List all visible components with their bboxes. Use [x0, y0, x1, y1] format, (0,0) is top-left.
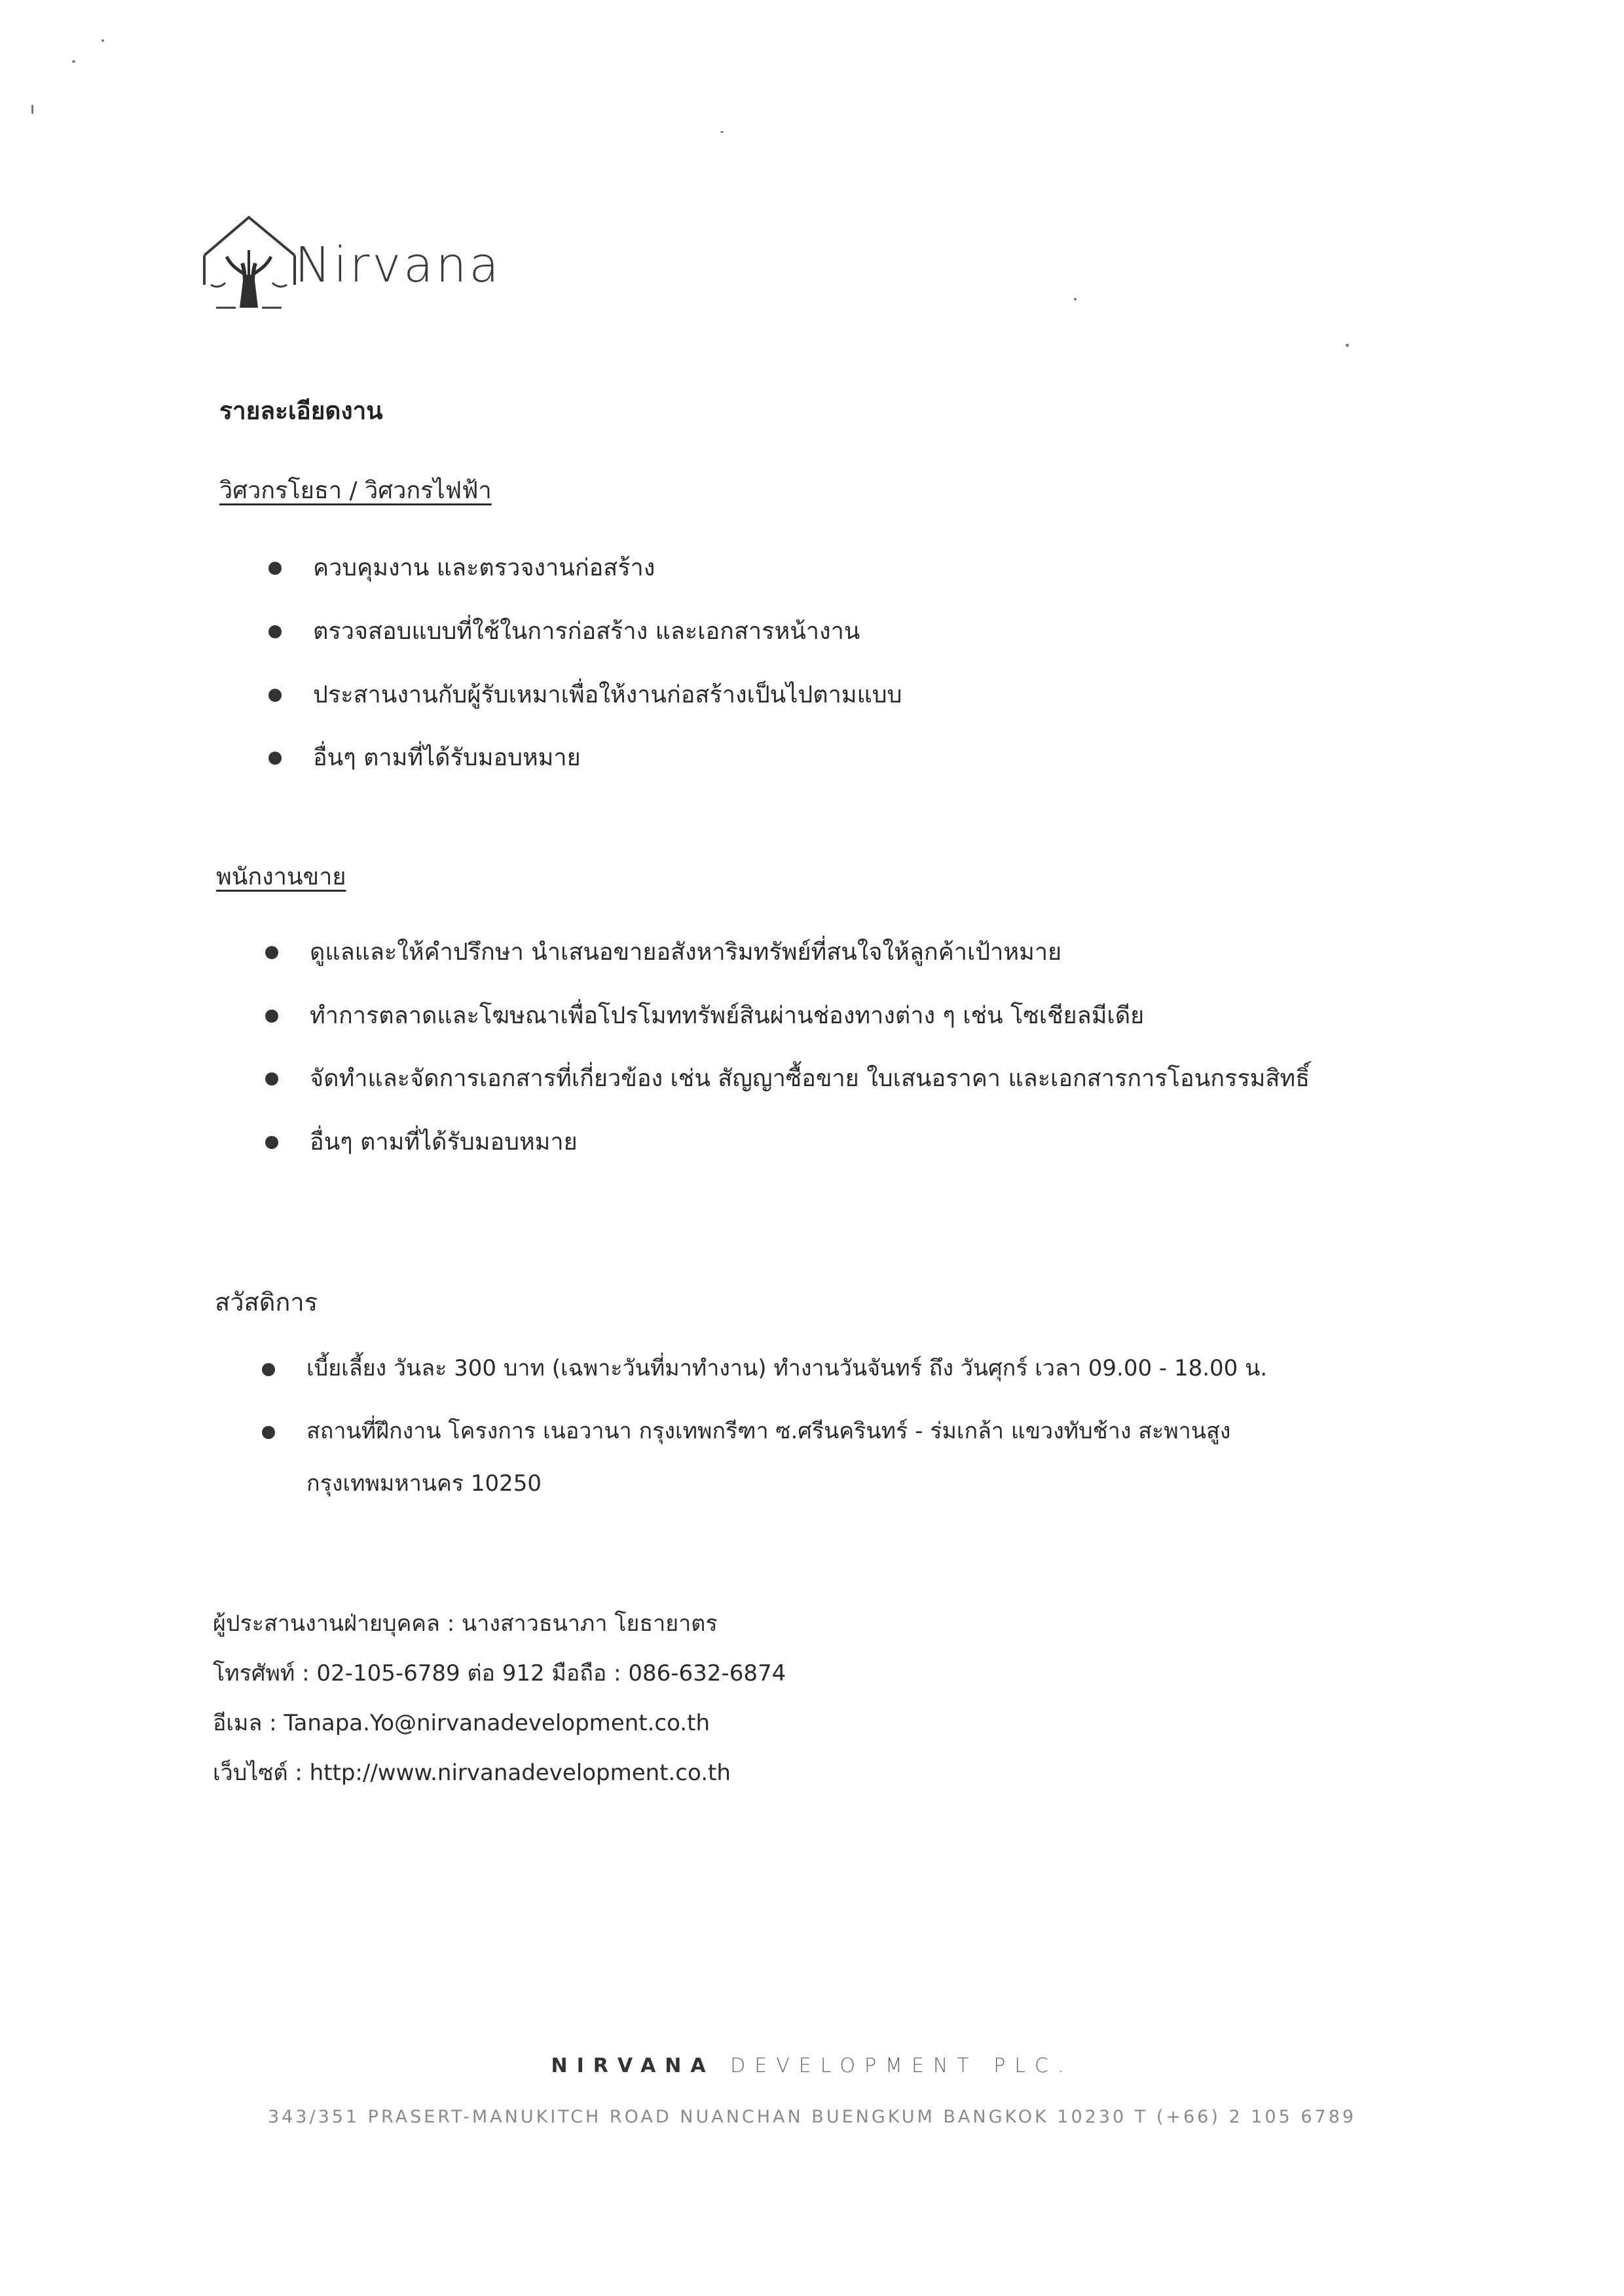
company-logo	[196, 210, 563, 321]
list-item: อื่นๆ ตามที่ได้รับมอบหมาย	[310, 1129, 578, 1156]
scan-speck	[72, 60, 75, 63]
bullet-icon	[265, 1136, 278, 1149]
scan-speck	[720, 131, 724, 133]
bullet-icon	[265, 1072, 278, 1085]
bullet-icon	[262, 1363, 275, 1376]
bullet-icon	[268, 625, 282, 638]
section-heading-sales: พนักงานขาย	[216, 864, 346, 890]
list-item: ทำการตลาดและโฆษณาเพื่อโปรโมททรัพย์สินผ่านช่องทางต่าง ๆ เช่น โซเชียลมีเดีย	[310, 1002, 1145, 1029]
list-item: เบี้ยเลี้ยง วันละ 300 บาท (เฉพาะวันที่มาทำงาน) ทำงานวันจันทร์ ถึง วันศุกร์ เวลา 09.00 - 18.00 น.	[306, 1355, 1268, 1381]
contact-phone: โทรศัพท์ : 02-105-6789 ต่อ 912 มือถือ : 086-632-6874	[213, 1660, 786, 1686]
footer-company-name	[0, 2054, 1624, 2077]
list-item: ประสานงานกับผู้รับเหมาเพื่อให้งานก่อสร้างเป็นไปตามแบบ	[313, 682, 902, 708]
list-item: สถานที่ฝึกงาน โครงการ เนอวานา กรุงเทพกรีฑา ซ.ศรีนครินทร์ - ร่มเกล้า แขวงทับช้าง สะพานสูง	[306, 1418, 1231, 1444]
list-item: อื่นๆ ตามที่ได้รับมอบหมาย	[313, 744, 581, 771]
footer-company-bold: NIRVANA	[551, 2054, 715, 2077]
list-item: ดูแลและให้คำปรึกษา นำเสนอขายอสังหาริมทรัพย์ที่สนใจให้ลูกค้าเป้าหมาย	[310, 939, 1062, 966]
section-heading-engineer: วิศวกรโยธา / วิศวกรไฟฟ้า	[219, 477, 492, 504]
scan-speck	[1074, 298, 1077, 301]
bullet-icon	[268, 752, 282, 765]
bullet-icon	[268, 689, 282, 702]
list-item: ตรวจสอบแบบที่ใช้ในการก่อสร้าง และเอกสารหน้างาน	[313, 618, 860, 645]
benefits-heading: สวัสดิการ	[215, 1288, 318, 1317]
contact-email: อีเมล : Tanapa.Yo@nirvanadevelopment.co.th	[213, 1710, 710, 1736]
bullet-icon	[265, 1010, 278, 1023]
footer-address: 343/351 PRASERT-MANUKITCH ROAD NUANCHAN BUENGKUM BANGKOK 10230 T (+66) 2 105 6789	[267, 2107, 1357, 2127]
contact-coordinator: ผู้ประสานงานฝ่ายบุคคล : นางสาวธนาภา โยธายาตร	[213, 1611, 718, 1637]
scan-speck	[101, 39, 104, 42]
logo-wordmark: Nirvana	[295, 237, 502, 293]
contact-website: เว็บไซต์ : http://www.nirvanadevelopment.co.th	[213, 1760, 731, 1786]
scan-speck	[31, 105, 33, 114]
bullet-icon	[262, 1426, 275, 1439]
list-item: จัดทำและจัดการเอกสารที่เกี่ยวข้อง เช่น สัญญาซื้อขาย ใบเสนอราคา และเอกสารการโอนกรรมสิทธิ์	[310, 1065, 1310, 1092]
scan-speck	[1346, 344, 1349, 347]
footer-company-light: DEVELOPMENT PLC.	[730, 2054, 1073, 2077]
document-title: รายละเอียดงาน	[219, 397, 383, 425]
tree-in-house-icon	[196, 210, 301, 321]
list-item: ควบคุมงาน และตรวจงานก่อสร้าง	[313, 555, 655, 581]
bullet-icon	[265, 946, 278, 959]
bullet-icon	[268, 562, 282, 575]
list-item-continuation: กรุงเทพมหานคร 10250	[306, 1470, 542, 1497]
